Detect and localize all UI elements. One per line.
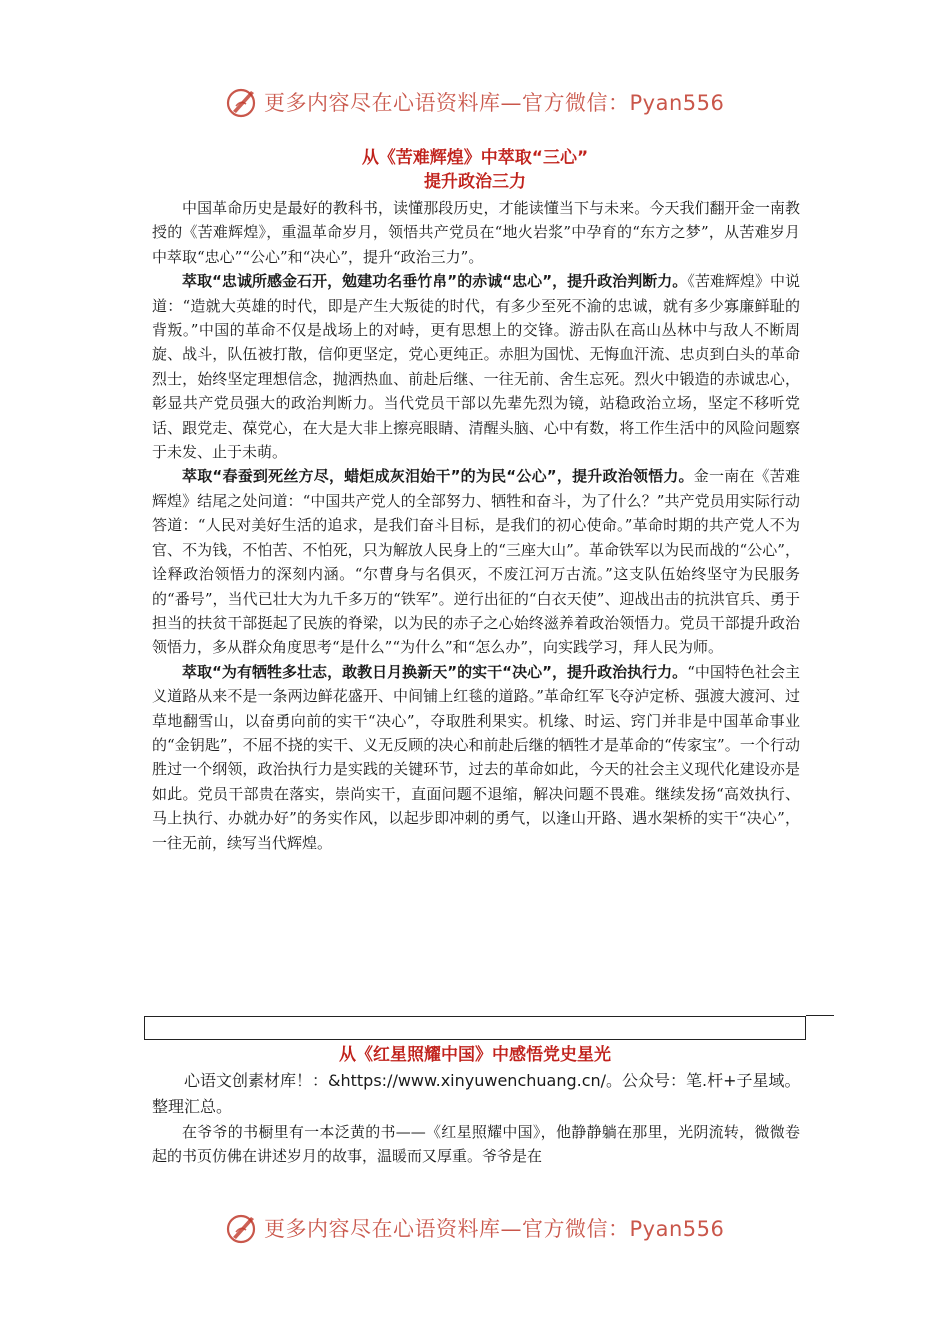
article2-title: 从《红星照耀中国》中感悟党史星光 [339,1045,611,1065]
pen-circle-logo-icon [224,1210,260,1246]
section-2-heading: 萃取“春蚕到死丝方尽，蜡炬成灰泪始干”的为民“公心”，提升政治领悟力。 [182,467,694,486]
section-1-heading: 萃取“忠诚所感金石开，勉建功名垂竹帛”的赤诚“忠心”，提升政治判断力。 [182,272,688,291]
watermark-banner-top [0,82,950,122]
article2-body [152,1068,812,1120]
watermark-text: 更多内容尽在心语资料库—官方微信：Pyan556 [264,1217,725,1241]
article1-body [152,196,800,855]
pen-circle-logo-icon [224,84,260,120]
section-1-text: 《苦难辉煌》中说道：“造就大英雄的时代，即是产生大叛徒的时代，有多少至死不渝的忠诚，就有多少寡廉鲜耻的背叛。”中国的革命不仅是战场上的对峙，更有思想上的交锋。游击队在高山丛林中与敌人不断周旋、战斗，队伍被打散，信仰更坚定，党心更纯正。赤胆为国忧、无悔血汗流、忠贞到白头的革命烈士，始终坚定理想信念，抛洒热血、前赴后继、一往无前、舍生忘死。烈火中锻造的赤诚忠心，彰显共产党员强大的政治判断力。当代党员干部以先辈先烈为镜，站稳政治立场，坚定不移听党话、跟党走、葆党心，在大是大非上擦亮眼睛、清醒头脑、心中有数，将工作生活中的风险问题察于未发、止于未萌。 [152,272,800,462]
article2-paragraph [152,1120,800,1169]
section-divider-box [144,1016,806,1040]
article1-section-3 [152,660,800,855]
section-3-heading: 萃取“为有牺牲多壮志，敢教日月换新天”的实干“决心”，提升政治执行力。 [182,662,688,681]
article2-para1: 在爷爷的书橱里有一本泛黄的书——《红星照耀中国》，他静静躺在那里，光阴流转，微微卷起的书页仿佛在讲述岁月的故事，温暖而又厚重。爷爷是在 [152,1123,800,1166]
section-divider-line [806,1015,834,1016]
watermark-banner-bottom [0,1208,950,1248]
article2-source-line: 心语文创素材库！：&https://www.xinyuwenchuang.cn/。公众号：笔.杆+子星域。整理汇总。 [152,1071,801,1116]
article1-section-1 [152,269,800,464]
section-3-text: “中国特色社会主义道路从来不是一条两边鲜花盛开、中间铺上红毯的道路。”革命红军飞夺泸定桥、强渡大渡河、过草地翻雪山，以奋勇向前的实干“决心”，夺取胜利果实。机缘、时运、窍门并非是中国革命事业的“金钥匙”，不屈不挠的实干、义无反顾的决心和前赴后继的牺牲才是革命的“传家宝”。一个行动胜过一个纲领，政治执行力是实践的关键环节，过去的革命如此，今天的社会主义现代化建设亦是如此。党员干部贵在落实，崇尚实干，直面问题不退缩，解决问题不畏难。继续发扬“高效执行、马上执行、办就办好”的务实作风，以起步即冲刺的勇气，以逢山开路、遇水架桥的实干“决心”，一往无前，续写当代辉煌。 [152,662,801,852]
article1-intro: 中国革命历史是最好的教科书，读懂那段历史，才能读懂当下与未来。今天我们翻开金一南教授的《苦难辉煌》，重温革命岁月，领悟共产党员在“地火岩浆”中孕育的“东方之梦”，从苦难岁月中萃取“忠心”“公心”和“决心”，提升“政治三力”。 [152,199,800,266]
section-2-text: 金一南在《苦难辉煌》结尾之处问道：“中国共产党人的全部努力、牺牲和奋斗，为了什么？”共产党员用实际行动答道：“人民对美好生活的追求，是我们奋斗目标，是我们的初心使命。”革命时期的共产党人不为官、不为钱，不怕苦、不怕死，只为解放人民身上的“三座大山”。革命铁军以为民而战的“公心”，诠释政治领悟力的深刻内涵。“尔曹身与名俱灭，不废江河万古流。”这支队伍始终坚守为民服务的“番号”，当代已壮大为九千多万的“铁军”。逆行出征的“白衣天使”、迎战出击的抗洪官兵、勇于担当的扶贫干部挺起了民族的脊梁，以为民的赤子之心始终滋养着政治领悟力。党员干部提升政治领悟力，多从群众角度思考“是什么”“为什么”和“怎么办”，向实践学习，拜人民为师。 [152,467,800,657]
article1-section-2 [152,464,800,659]
article1-title-line2: 提升政治三力 [424,172,526,192]
watermark-text: 更多内容尽在心语资料库—官方微信：Pyan556 [264,91,725,115]
article1-title-line1: 从《苦难辉煌》中萃取“三心” [361,148,589,168]
